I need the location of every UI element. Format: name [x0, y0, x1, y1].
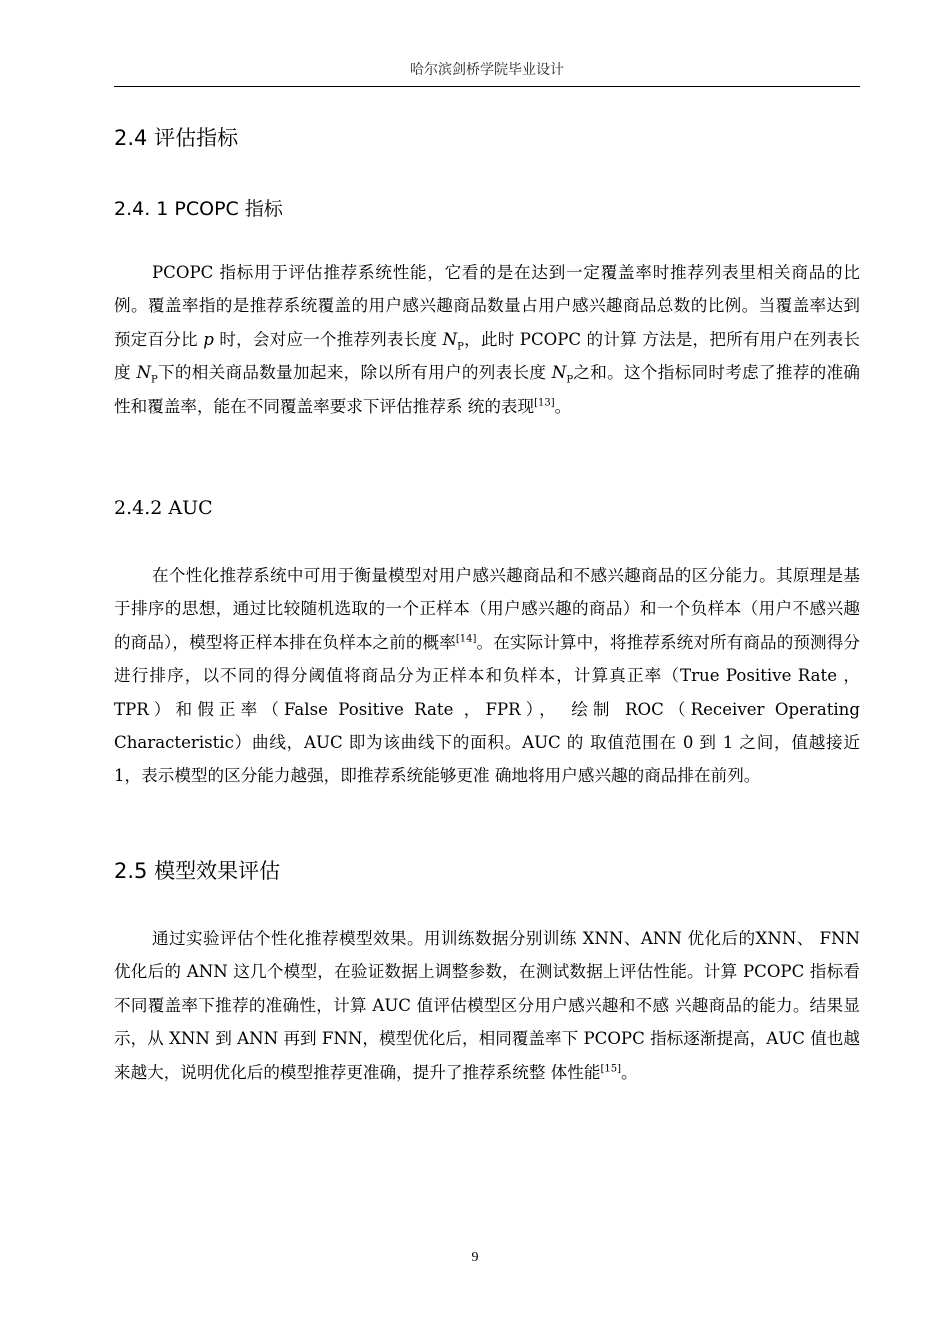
- variable-n: N: [136, 363, 151, 383]
- paragraph-text: 下的相关商品数量加起来，除以所有用户的列表长度: [157, 363, 552, 383]
- header-rule: [114, 86, 860, 87]
- paragraph-text: ，此时 PCOPC 的计算 方法是，把所有用户在列表长度: [114, 329, 860, 383]
- variable-subscript: P: [566, 374, 574, 386]
- citation-ref: [15]: [600, 1063, 622, 1075]
- paragraph-text: PCOPC 指标用于评估推荐系统性能，它看的是在达到一定覆盖率时推荐列表里相关商品的比例。覆盖率指的是推荐系统覆盖的用户感兴趣商品数量占用户感兴趣商品总数的比例。当覆盖率达到预定百分比: [114, 263, 860, 349]
- paragraph-text: 通过实验评估个性化推荐模型效果。用训练数据分别训练 XNN、ANN 优化后的XNN、 FNN 优化后的 ANN 这几个模型，在验证数据上调整参数，在测试数据上评估性能。计算 PCOPC 指标看不同覆盖率下推荐的准确性，计算 AUC 值评估模型区分用户感兴趣和不感 兴趣商品的能力。结果显示，从 XNN 到 ANN 再到 FNN，模型优化后，相同覆盖率下 PCOPC 指标逐渐提高，AUC 值也越来越大，说明优化后的模型推荐更准确，提升了推荐系统整 体性能: [114, 929, 860, 1082]
- page-header: 哈尔滨剑桥学院毕业设计: [410, 62, 564, 78]
- paragraph-text: 。在实际计算中，将推荐系统对所有商品的预测得分进行排序，以不同的得分阈值将商品分为正样本和负样本，计算真正率（True Positive Rate ，TPR）和假正率（False Positive Rate ，FPR）， 绘制 ROC（Receiver Operating Characteristic）曲线，AUC 即为该曲线下的面积。AUC 的 取值范围在 0 到 1 之间，值越接近 1，表示模型的区分能力越强，即推荐系统能够更准 确地将用户感兴趣的商品排在前列。: [114, 632, 860, 786]
- page-number: 9: [471, 1250, 479, 1265]
- paragraph-pcopc: [114, 256, 860, 423]
- section-heading-2-5: 2.5 模型效果评估: [114, 859, 281, 883]
- paragraph-text: 时，会对应一个推荐列表长度: [213, 329, 443, 349]
- paragraph-text: 在个性化推荐系统中可用于衡量模型对用户感兴趣商品和不感兴趣商品的区分能力。其原理是基于排序的思想，通过比较随机选取的一个正样本（用户感兴趣的商品）和一个负样本（用户不感兴趣的商品），模型将正样本排在负样本之前的概率: [114, 566, 860, 652]
- paragraph-text: 。: [621, 1062, 638, 1082]
- section-heading-2-4: 2.4 评估指标: [114, 126, 239, 150]
- citation-ref: [13]: [534, 397, 555, 409]
- paragraph-auc: [114, 559, 860, 793]
- variable-p: p: [203, 329, 214, 349]
- section-heading-2-4-1: 2.4. 1 PCOPC 指标: [114, 198, 283, 220]
- variable-n: N: [551, 363, 567, 383]
- variable-subscript: P: [150, 374, 158, 386]
- paragraph-model-evaluation: [114, 922, 860, 1089]
- citation-ref: [14]: [455, 633, 477, 645]
- section-heading-2-4-2: 2.4.2 AUC: [114, 497, 213, 519]
- variable-n: N: [442, 329, 458, 349]
- paragraph-text: 之和。这个指标同时考虑了推荐的准确性和覆盖率，能在不同覆盖率要求下评估推荐系 统的表现: [114, 363, 861, 416]
- variable-subscript: P: [457, 341, 464, 353]
- paragraph-text: 。: [554, 396, 572, 416]
